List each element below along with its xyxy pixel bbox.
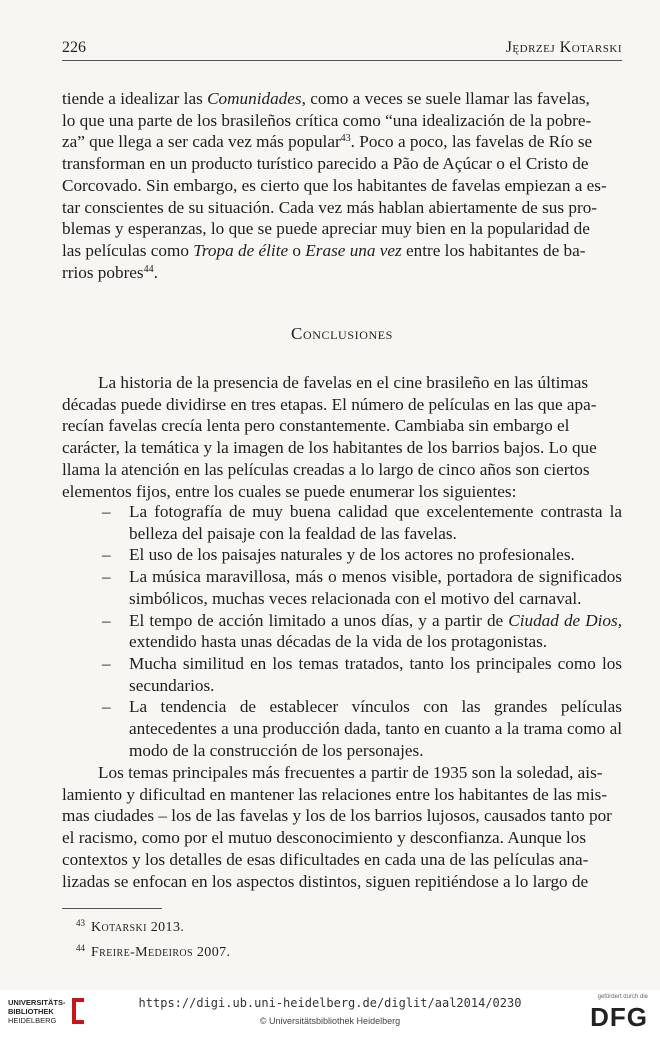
paragraph-conclusions: [62, 372, 622, 502]
text-line: elementos fijos, entre los cuales se puede enumerar los siguientes:: [62, 481, 517, 501]
text-line: carácter, la temática y la imagen de los habitantes de los barrios bajos. Lo que: [62, 438, 597, 458]
footnote-number: 43: [76, 918, 85, 928]
text-line: tiende a idealizar las Comunidades, como a veces se suele llamar las favelas,: [62, 89, 590, 108]
list-item-text: La fotografía de muy buena calidad que excelentemente contrasta la belleza del paisaje con la fealdad de las favelas.: [129, 502, 622, 543]
library-name-line3: HEIDELBERG: [8, 1016, 57, 1025]
list-item-text: El uso de los paisajes naturales y de los actores no profesionales.: [129, 545, 575, 565]
text-line: rrios pobres$^{44}$.: [62, 262, 158, 282]
library-name-line2: BIBLIOTHEK: [8, 1007, 54, 1016]
dash-marker: –: [102, 653, 111, 673]
footnote-43: [76, 913, 230, 938]
section-heading: Conclusiones: [291, 324, 393, 343]
text-line: llama la atención en las películas creadas a lo largo de cinco años son ciertos: [62, 459, 590, 479]
list-item: [62, 566, 622, 609]
dash-list: [62, 501, 622, 761]
list-item: [62, 501, 622, 544]
list-item-text: La música maravillosa, más o menos visible, portadora de significados simbólicos, muchas veces relacionada con el motivo del carnaval.: [129, 567, 622, 608]
text-line: el racismo, como por el mutuo desconocimiento y desconfianza. Aunque los: [62, 828, 587, 848]
text-line: transforman en un producto turístico parecido a Pão de Açúcar o el Cristo de: [62, 154, 589, 174]
library-name-line1: UNIVERSITÄTS-: [8, 998, 66, 1007]
list-item-text: La tendencia de establecer vínculos con las grandes películas antecedentes a una producción dada, tanto en cuanto a la trama como al modo de la construcción de los personajes.: [129, 697, 622, 760]
text-line: za” que llega a ser cada vez más popular$^{43}$. Poco a poco, las favelas de Río se: [62, 132, 593, 152]
source-url-link[interactable]: https://digi.ub.uni-heidelberg.de/diglit/aal2014/0230: [138, 996, 522, 1010]
text-line: tar conscientes de su situación. Cada vez más hablan abiertamente de sus pro-: [62, 197, 598, 217]
list-item: [62, 696, 622, 761]
dash-marker: –: [102, 610, 111, 630]
footnote-text: Kotarski 2013.: [91, 920, 185, 935]
text-line: décadas puede dividirse en tres etapas. El número de películas en las que apa-: [62, 394, 597, 414]
paragraph-themes: [62, 762, 622, 892]
text-line: blemas y esperanzas, lo que se puede apreciar muy bien en la popularidad de: [62, 219, 590, 239]
text-line: las películas como Tropa de élite o Erase una vez entre los habitantes de ba-: [62, 240, 586, 260]
text-line: mas ciudades – los de las favelas y los de los barrios lujosos, causados tanto por: [62, 806, 612, 826]
text-line: lo que una parte de los brasileños crítica como “una idealización de la pobre-: [62, 110, 592, 130]
dash-marker: –: [102, 697, 111, 717]
running-head-author: Jędrzej Kotarski: [505, 39, 622, 56]
digitization-footer: [0, 990, 660, 1037]
text-line: Los temas principales más frecuentes a partir de 1935 son la soledad, ais-: [98, 763, 603, 782]
text-line: Corcovado. Sin embargo, es cierto que los habitantes de favelas empiezan a es-: [62, 175, 607, 195]
list-item: [62, 610, 622, 653]
dash-marker: –: [102, 545, 111, 565]
footnote-text: Freire-Medeiros 2007.: [91, 945, 231, 960]
list-item-text: Mucha similitud en los temas tratados, tanto los principales como los secundarios.: [129, 653, 622, 695]
dfg-caption: gefördert durch die: [597, 994, 648, 1000]
list-item-text: El tempo de acción limitado a unos días, y a partir de Ciudad de Dios, extendido hasta unas décadas de la vida de los protagonistas.: [129, 610, 623, 652]
copyright-notice: © Universitätsbibliothek Heidelberg: [259, 1016, 401, 1026]
page-number: 226: [62, 39, 86, 56]
text-line: lamiento y dificultad en mantener las relaciones entre los habitantes de las mis-: [62, 784, 608, 804]
footnotes: [76, 913, 230, 963]
footnote-number: 44: [76, 943, 85, 953]
paragraph-intro: [62, 88, 622, 283]
text-line: La historia de la presencia de favelas en el cine brasileño en las últimas: [98, 373, 589, 392]
dash-marker: –: [102, 502, 111, 521]
running-header: [62, 38, 622, 61]
text-line: recían favelas crecía lenta pero constantemente. Cambiaba sin embargo el: [62, 416, 570, 436]
footnote-rule: [62, 908, 162, 909]
dfg-logo[interactable]: DFG: [590, 1002, 648, 1032]
text-line: lizadas se enfocan en los aspectos distintos, siguen repitiéndose a lo largo de: [62, 871, 589, 891]
footnote-44: [76, 938, 230, 963]
list-item: [62, 653, 622, 696]
list-item: [62, 544, 622, 566]
text-line: contextos y los detalles de esas dificultades en cada una de las películas ana-: [62, 849, 589, 869]
dash-marker: –: [102, 567, 111, 587]
